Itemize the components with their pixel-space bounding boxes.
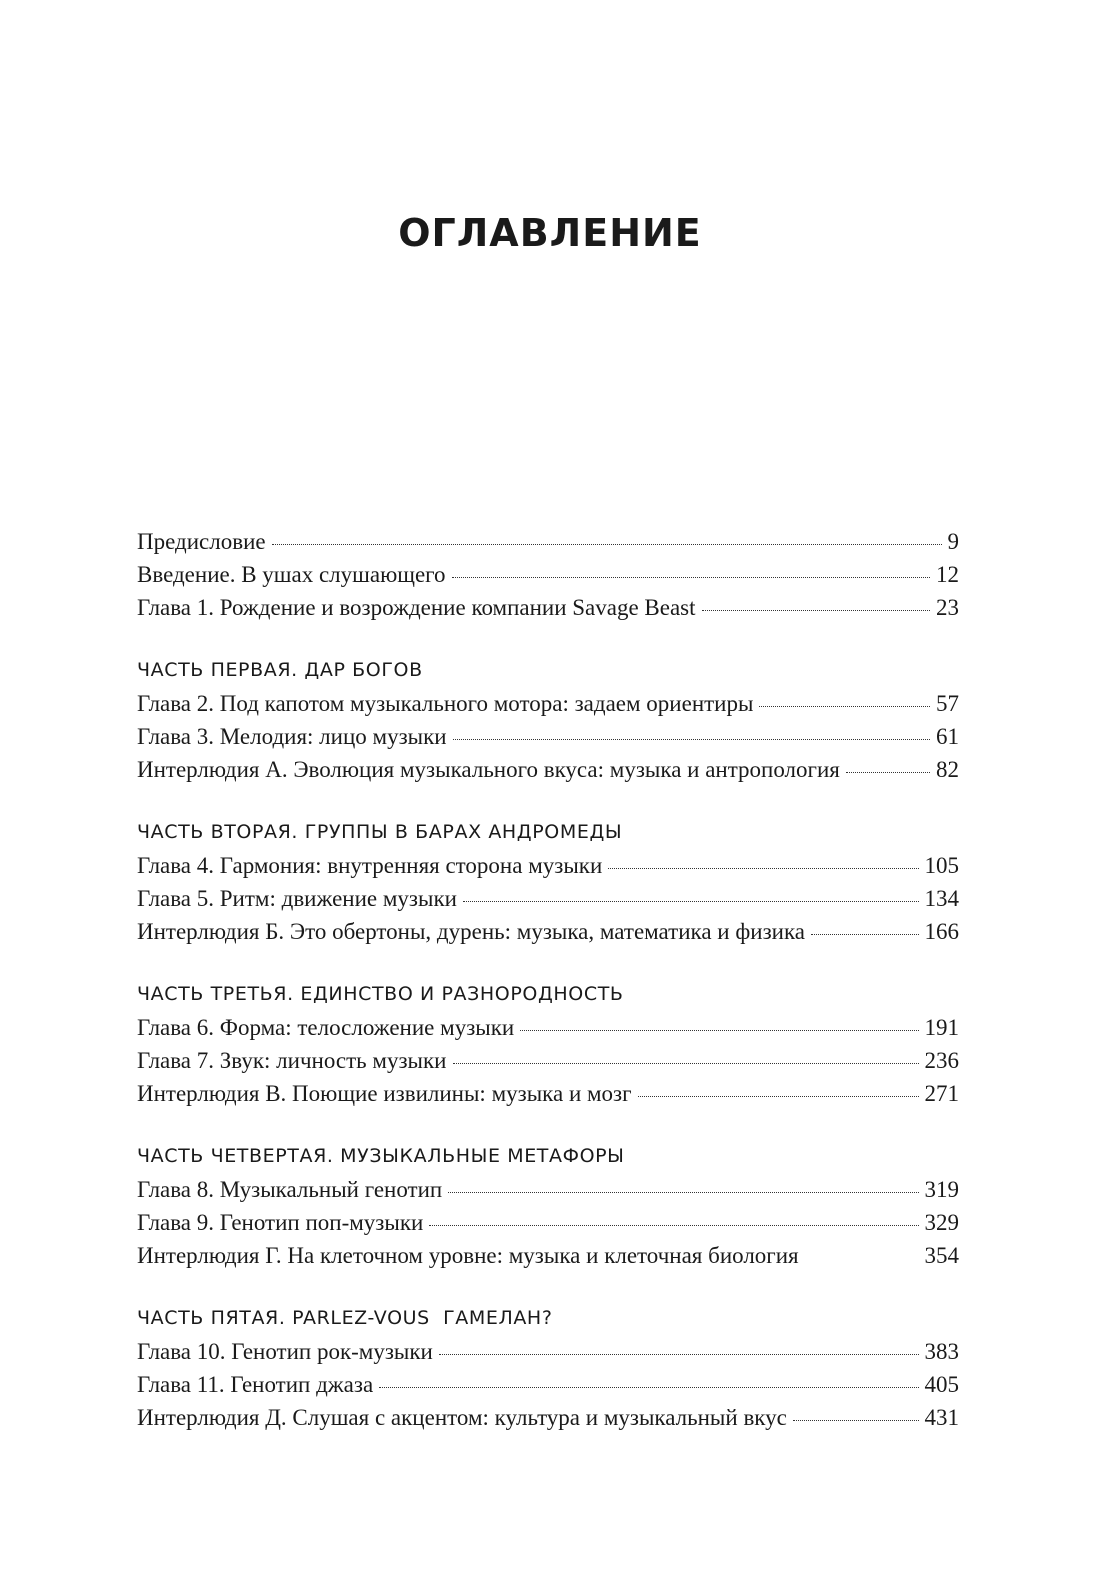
part-5 [137,1302,959,1434]
toc-entry[interactable] [137,591,959,624]
toc-entry-page: 105 [924,853,959,878]
dot-leader [272,544,942,545]
toc-entry-title: Глава 10. Генотип рок-музыки [137,1339,433,1364]
dot-leader [463,901,919,902]
dot-leader [452,577,930,578]
part-heading[interactable]: ЧАСТЬ ЧЕТВЕРТАЯ. МУЗЫКАЛЬНЫЕ МЕТАФОРЫ [137,1145,625,1167]
toc-entry[interactable] [137,1044,959,1077]
toc-entry[interactable] [137,753,959,786]
toc-entry[interactable] [137,915,959,948]
toc-entry[interactable] [137,1077,959,1110]
toc-entry-title: Глава 5. Ритм: движение музыки [137,886,457,911]
toc-entry-page: 383 [924,1339,959,1364]
dot-leader [439,1354,919,1355]
toc-entry-title: Глава 1. Рождение и возрождение компании Savage Beast [137,595,696,620]
toc-entry-page: 329 [924,1210,959,1235]
part-1 [137,654,959,786]
toc-entry[interactable] [137,1239,959,1272]
part-2 [137,816,959,948]
part-3 [137,978,959,1110]
toc-entry-title: Введение. В ушах слушающего [137,562,446,587]
toc-entry-page: 82 [936,757,959,782]
dot-leader [453,739,930,740]
toc-entry[interactable] [137,687,959,720]
toc-entry-page: 12 [936,562,959,587]
toc-entry-page: 431 [924,1405,959,1430]
toc-entry[interactable] [137,525,959,558]
toc-entry-page: 319 [924,1177,959,1202]
dot-leader [759,706,930,707]
page-title: ОГЛАВЛЕНИЕ [398,211,702,255]
toc-entry-page: 134 [924,886,959,911]
toc-entry[interactable] [137,1368,959,1401]
toc-entry-title: Интерлюдия В. Поющие извилины: музыка и мозг [137,1081,632,1106]
part-heading[interactable]: ЧАСТЬ ВТОРАЯ. ГРУППЫ В БАРАХ АНДРОМЕДЫ [137,821,623,843]
toc-entry-title: Интерлюдия Г. На клеточном уровне: музыка и клеточная биология [137,1243,799,1268]
toc-entry-title: Интерлюдия А. Эволюция музыкального вкуса: музыка и антропология [137,757,840,782]
toc-entry[interactable] [137,849,959,882]
dot-leader [608,868,918,869]
toc-entry-title: Глава 8. Музыкальный генотип [137,1177,443,1202]
toc-entry[interactable] [137,1206,959,1239]
toc-entry-title: Глава 9. Генотип поп-музыки [137,1210,424,1235]
part-heading[interactable]: ЧАСТЬ ТРЕТЬЯ. ЕДИНСТВО И РАЗНОРОДНОСТЬ [137,983,624,1005]
toc-entry-title: Интерлюдия Д. Слушая с акцентом: культура и музыкальный вкус [137,1405,787,1430]
toc-entry-page: 57 [936,691,959,716]
dot-leader [702,610,930,611]
toc-entry[interactable] [137,1335,959,1368]
toc-entry-page: 9 [947,529,959,554]
dot-leader [805,1258,919,1259]
toc-entry-title: Интерлюдия Б. Это обертоны, дурень: музыка, математика и физика [137,919,806,944]
toc-entry-page: 191 [924,1015,959,1040]
toc-entry[interactable] [137,1173,959,1206]
toc-entry-page: 271 [924,1081,959,1106]
toc-entry-title: Глава 6. Форма: телосложение музыки [137,1015,515,1040]
toc-entry-title: Глава 2. Под капотом музыкального мотора: задаем ориентиры [137,691,754,716]
dot-leader [793,1420,919,1421]
part-heading[interactable]: ЧАСТЬ ПЕРВАЯ. ДАР БОГОВ [137,659,423,681]
toc-entry-page: 23 [936,595,959,620]
table-of-contents [137,525,959,1434]
toc-entry-title: Предисловие [137,529,266,554]
toc-entry-title: Глава 7. Звук: личность музыки [137,1048,447,1073]
toc-entry-title: Глава 4. Гармония: внутренняя сторона музыки [137,853,603,878]
dot-leader [429,1225,918,1226]
dot-leader [811,934,918,935]
part-heading[interactable]: ЧАСТЬ ПЯТАЯ. PARLEZ-VOUS ГАМЕЛАН? [137,1307,553,1329]
toc-entry[interactable] [137,1401,959,1434]
dot-leader [846,772,930,773]
toc-entry-page: 405 [924,1372,959,1397]
toc-entry[interactable] [137,1011,959,1044]
dot-leader [453,1063,919,1064]
toc-entry-page: 236 [924,1048,959,1073]
dot-leader [448,1192,918,1193]
dot-leader [520,1030,918,1031]
dot-leader [638,1096,919,1097]
toc-entry-title: Глава 11. Генотип джаза [137,1372,374,1397]
toc-entry-title: Глава 3. Мелодия: лицо музыки [137,724,447,749]
toc-entry[interactable] [137,558,959,591]
toc-entry[interactable] [137,720,959,753]
front-matter [137,525,959,624]
toc-entry[interactable] [137,882,959,915]
part-4 [137,1140,959,1272]
toc-entry-page: 61 [936,724,959,749]
toc-entry-page: 166 [924,919,959,944]
toc-entry-page: 354 [924,1243,959,1268]
dot-leader [379,1387,918,1388]
